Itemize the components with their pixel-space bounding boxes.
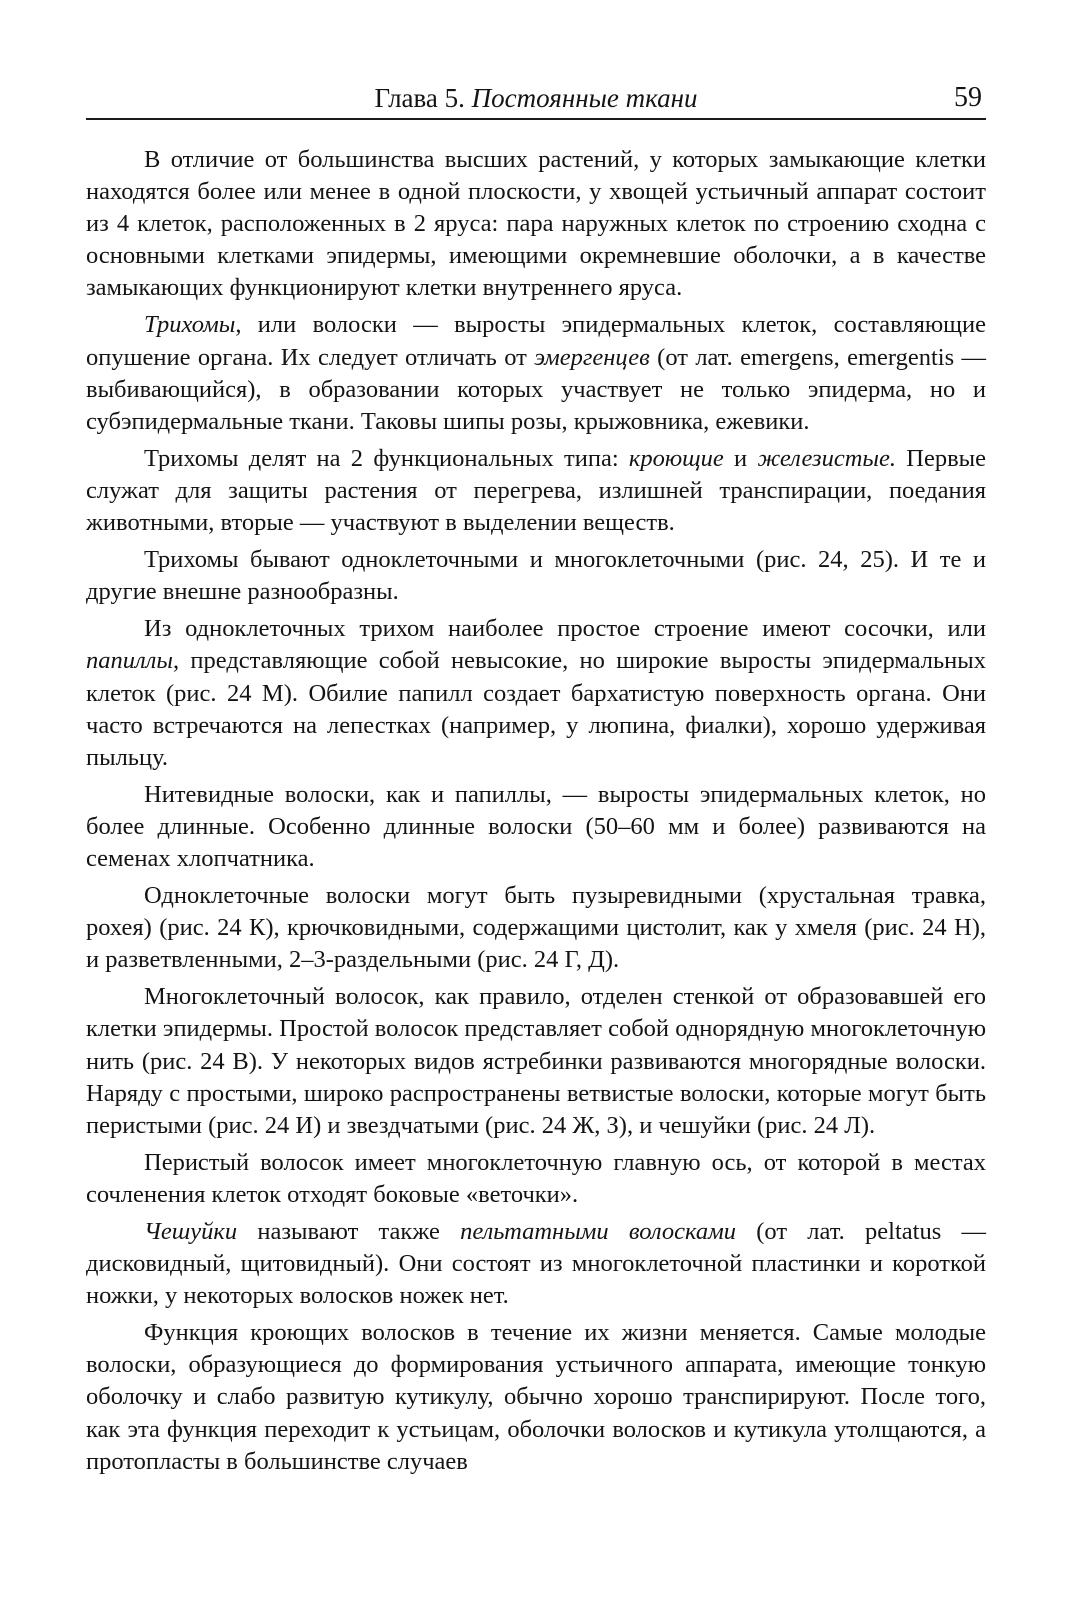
- paragraph: [86, 1317, 986, 1477]
- paragraph: [86, 544, 986, 608]
- italic-term: папиллы: [86, 647, 173, 675]
- text-run: (от лат. emergens, emergentis — выбивающийся), в образовании которых участвует не только эпидерма, но и субэпидермальные ткани. Таковы шипы розы, крыжовника, ежевики.: [86, 343, 986, 435]
- text-run: Функция кроющих волосков в течение их жизни меняется. Самые молодые волоски, образующиеся до формирования устьичного аппарата, имеющие тонкую оболочку и слабо развитую кутикулу, обычно хорошо транспирируют. После того, как эта функция переходит к устьицам, оболочки волосков и кутикула утолщаются, а протопласты в большинстве случаев: [86, 1319, 986, 1475]
- text-run: Первые служат для защиты растения от перегрева, излишней транспирации, поедания животными, вторые — участвуют в выделении веществ.: [86, 444, 986, 537]
- italic-term: кроющие: [628, 444, 724, 472]
- italic-term: эмергенцев: [534, 343, 650, 371]
- text-run: (от лат. peltatus — дисковидный, щитовидный). Они состоят из многоклеточной пластинки и короткой ножки, у некоторых волосков ножек нет.: [86, 1218, 986, 1310]
- text-run: называют также: [237, 1218, 461, 1245]
- paragraph: [86, 443, 986, 539]
- text-run: Многоклеточный волосок, как правило, отделен стенкой от образовавшей его клетки эпидермы. Простой волосок представляет собой однорядную многоклеточную нить (рис. 24 В). У некоторых видов ястребинки развиваются многорядные волоски. Наряду с простыми, широко распространены ветвистые волоски, которые могут быть перистыми (рис. 24 И) и звездчатыми (рис. 24 Ж, З), и чешуйки (рис. 24 Л).: [86, 983, 986, 1139]
- running-head-title: [86, 82, 986, 114]
- paragraph: [86, 779, 986, 875]
- paragraph: [86, 613, 986, 773]
- paragraph: [86, 1147, 986, 1211]
- italic-term: железистые.: [757, 444, 896, 472]
- text-run: Трихомы делят на 2 функциональных типа:: [144, 444, 629, 472]
- text-run: Перистый волосок имеет многоклеточную главную ось, от которой в местах сочленения клеток отходят боковые «веточки».: [86, 1148, 986, 1208]
- text-run: , представляющие собой невысокие, но широкие выросты эпидермальных клеток (рис. 24 М). Обилие папилл создает бархатистую поверхность органа. Они часто встречаются на лепестках (например, у люпина, фиалки), хорошо удерживая пыльцу.: [86, 647, 986, 771]
- text-run: Из одноклеточных трихом наиболее простое строение имеют сосочки, или: [144, 615, 986, 643]
- text-run: Нитевидные волоски, как и папиллы, — выросты эпидермальных клеток, но более длинные. Особенно длинные волоски (50–60 мм и более) развиваются на семенах хлопчатника.: [86, 780, 986, 872]
- paragraph: [86, 981, 986, 1141]
- chapter-number: Глава 5.: [374, 83, 465, 113]
- italic-term: пельтатными волосками: [460, 1218, 736, 1245]
- body-text: [86, 144, 986, 1478]
- paragraph: [86, 1216, 986, 1312]
- page-number: 59: [954, 82, 982, 113]
- text-run: и: [723, 444, 758, 472]
- text-run: В отличие от большинства высших растений, у которых замыкающие клетки находятся более или менее в одной плоскости, у хвощей устьичный аппарат состоит из 4 клеток, расположенных в 2 яруса: пара наружных клеток по строению сходна с основными клетками эпидермы, имеющими окремневшие оболочки, а в качестве замыкающих функционируют клетки внутреннего яруса.: [86, 146, 986, 302]
- paragraph: [86, 880, 986, 976]
- running-header: [86, 78, 986, 120]
- paragraph: [86, 144, 986, 304]
- paragraph: [86, 309, 986, 437]
- italic-term: Чешуйки: [144, 1218, 238, 1245]
- text-run: Одноклеточные волоски могут быть пузыревидными (хрустальная травка, рохея) (рис. 24 К), крючковидными, содержащими цистолит, как у хмеля (рис. 24 Н), и разветвленными, 2–3-раздельными (рис. 24 Г, Д).: [86, 882, 986, 974]
- italic-term: Трихомы: [144, 311, 236, 339]
- text-run: , или волоски — выросты эпидермальных клеток, составляющие опушение органа. Их следует отличать от: [86, 311, 986, 371]
- text-run: Трихомы бывают одноклеточными и многоклеточными (рис. 24, 25). И те и другие внешне разнообразны.: [86, 546, 986, 606]
- chapter-title: Постоянные ткани: [471, 83, 698, 113]
